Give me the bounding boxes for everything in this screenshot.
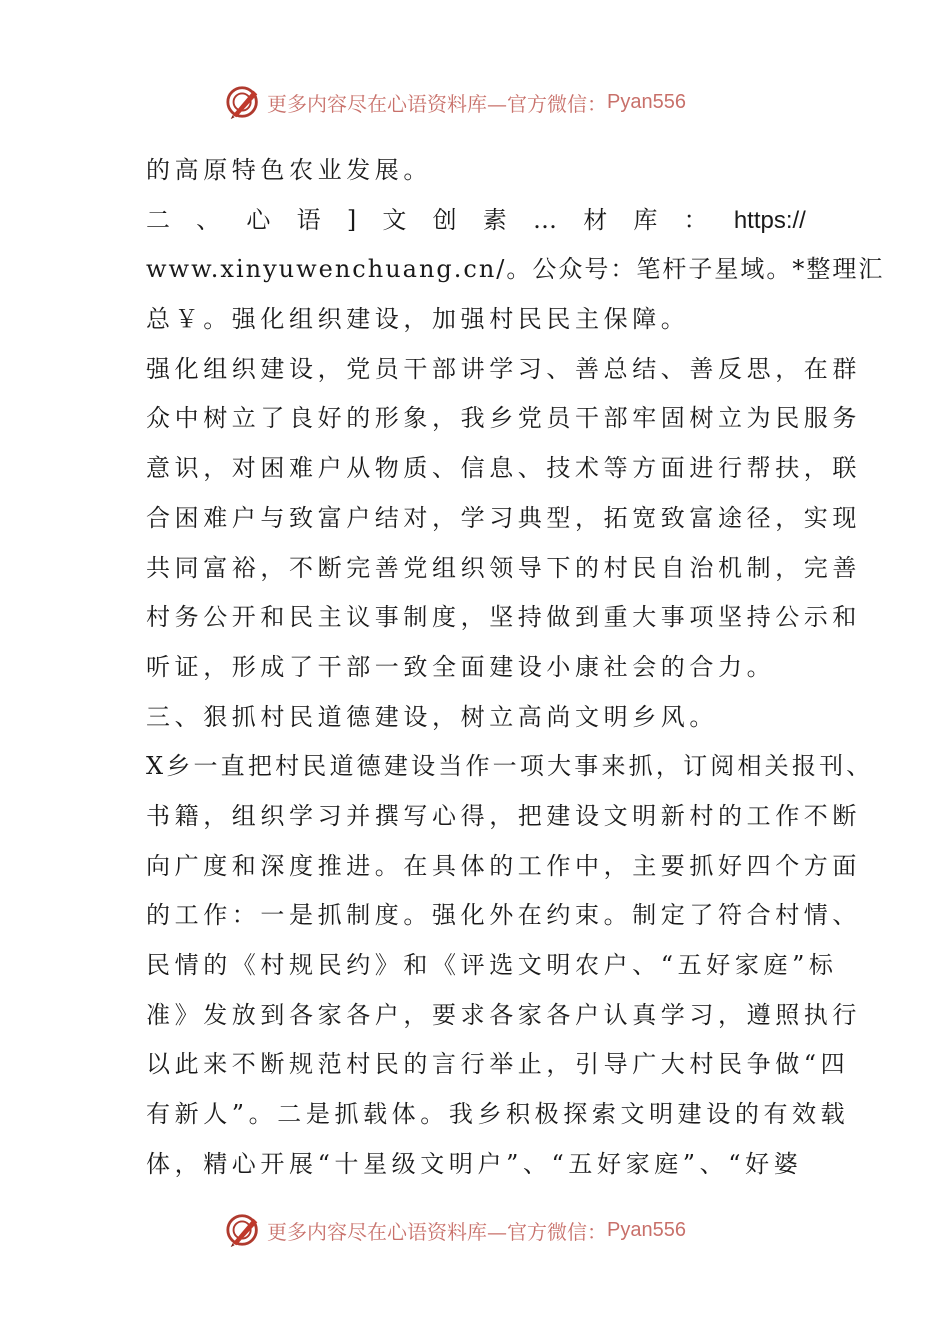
heading-char: 二 <box>146 205 170 234</box>
watermark-wechat-id: Pyan556 <box>607 1218 686 1241</box>
heading-char: 材 <box>583 205 608 234</box>
text-line: 有新人”。二是抓载体。我乡积极探索文明建设的有效载 <box>146 1100 850 1129</box>
heading-char: 语 <box>296 205 321 234</box>
text-line: 准》发放到各家各户，要求各家各户认真学习，遵照执行 <box>146 1000 861 1029</box>
heading-char: 库 <box>633 205 658 234</box>
text-line: 向广度和深度推进。在具体的工作中，主要抓好四个方面 <box>146 851 861 880</box>
text-line: 以此来不断规范村民的言行举止，引导广大村民争做“四 <box>146 1050 850 1079</box>
text-line: X乡一直把村民道德建设当作一项大事来抓，订阅相关报刊、 <box>146 752 874 781</box>
text-line: 合困难户与致富户结对，学习典型，拓宽致富途径，实现 <box>146 503 861 532</box>
text-line: 强化组织建设，党员干部讲学习、善总结、善反思，在群 <box>146 354 861 383</box>
heading-char: … <box>533 205 557 234</box>
heading-char: 、 <box>196 205 221 234</box>
text-line: 的工作：一是抓制度。强化外在约束。制定了符合村情、 <box>146 901 861 930</box>
text-line: 众中树立了良好的形象，我乡党员干部牢固树立为民服务 <box>146 404 861 433</box>
pen-logo-icon <box>225 83 263 121</box>
text-line: 意识，对困难户从物质、信息、技术等方面进行帮扶，联 <box>146 454 861 483</box>
text-line: 书籍，组织学习并撰写心得，把建设文明新村的工作不断 <box>146 801 861 830</box>
text-line: 村务公开和民主议事制度，坚持做到重大事项坚持公示和 <box>146 603 861 632</box>
heading-char: 文 <box>382 205 407 234</box>
text-line: 听证，形成了干部一致全面建设小康社会的合力。 <box>146 652 776 681</box>
text-line: 总￥。强化组织建设，加强村民民主保障。 <box>146 305 690 334</box>
pen-logo-icon <box>225 1211 263 1249</box>
heading-char: 素 <box>482 205 507 234</box>
text-line-heading <box>146 196 806 246</box>
watermark-wechat-id: Pyan556 <box>607 90 686 113</box>
heading-char: 心 <box>246 205 271 234</box>
heading-char: ： <box>683 205 708 234</box>
text-line: 共同富裕，不断完善党组织领导下的村民自治机制，完善 <box>146 553 861 582</box>
watermark-text: 更多内容尽在心语资料库—官方微信： <box>267 1219 607 1244</box>
text-line: 的高原特色农业发展。 <box>146 156 432 184</box>
document-body <box>146 146 885 1189</box>
section-heading: 三、狠抓村民道德建设，树立高尚文明乡风。 <box>146 702 718 731</box>
text-line-url: www.xinyuwenchuang.cn/。公众号：笔杆子星域。*整理汇 <box>146 255 885 284</box>
text-line: 民情的《村规民约》和《评选文明农户、“五好家庭”标 <box>146 951 838 979</box>
watermark-text: 更多内容尽在心语资料库—官方微信： <box>267 91 607 116</box>
header-watermark <box>225 80 745 124</box>
text-line: 体，精心开展“十星级文明户”、“五好家庭”、“好婆 <box>146 1149 803 1178</box>
heading-char: ] <box>346 205 357 234</box>
footer-watermark <box>225 1208 745 1252</box>
heading-char: 创 <box>432 205 457 234</box>
url-text: https:// <box>733 206 806 234</box>
